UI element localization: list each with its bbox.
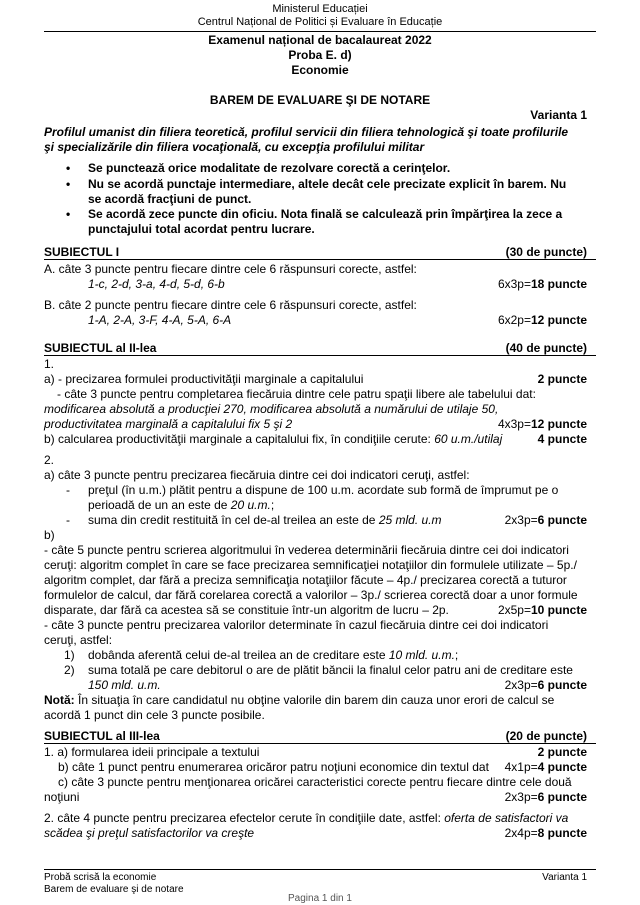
score-formula: 2x3p= bbox=[504, 790, 538, 804]
s3-f2-score bbox=[505, 826, 587, 840]
s2-b1-points: 4 puncte bbox=[537, 432, 587, 446]
s2-a1-points: 2 puncte bbox=[537, 372, 587, 386]
score-points: 4 puncte bbox=[537, 760, 587, 774]
ministry-name: Ministerul Educației bbox=[272, 3, 368, 15]
s3-f2: scădea şi preţul satisfactorilor va creşte bbox=[44, 826, 255, 840]
header-divider bbox=[44, 31, 596, 32]
dash-icon: - bbox=[66, 513, 70, 527]
section-rule bbox=[44, 259, 596, 260]
score-formula: 2x3p= bbox=[504, 678, 538, 692]
variant-label: Varianta 1 bbox=[530, 108, 587, 122]
score-points: 12 puncte bbox=[530, 313, 587, 327]
footer-variant: Varianta 1 bbox=[542, 872, 587, 883]
s2-d6: - câte 3 puncte pentru precizarea valorilor determinate în cazul fiecăruia dintre cei doi indicatori bbox=[44, 618, 549, 632]
footer-line-1: Probă scrisă la economie bbox=[44, 872, 157, 883]
rule-3a: Se acordă zece puncte din oficiu. Nota finală se calculează prin împărţirea la zece a bbox=[88, 207, 563, 221]
s2-c4-score bbox=[505, 513, 587, 527]
bullet-icon: • bbox=[66, 177, 71, 191]
s2-d10: 150 mld. u.m. bbox=[88, 678, 161, 692]
s2-b1-value: 60 u.m./utilaj bbox=[434, 432, 503, 446]
s2-d10-score bbox=[505, 678, 587, 692]
s2-c3-value: 20 u.m. bbox=[230, 498, 271, 512]
footer-page-number: Pagina 1 din 1 bbox=[288, 893, 352, 904]
rule-2b: se acordă fracţiuni de punct. bbox=[88, 192, 252, 206]
score-formula: 6x3p= bbox=[497, 277, 531, 291]
s1-b-score bbox=[498, 313, 587, 327]
score-formula: 6x2p= bbox=[497, 313, 531, 327]
s2-d9: suma totală pe care debitorul o are de plătit băncii la finalul celor patru ani de creditare este bbox=[88, 663, 573, 677]
s1-a-score bbox=[498, 277, 587, 291]
s2-b1-text: b) calcularea productivităţii marginale a capitalului fix, în condiţiile cerute: bbox=[44, 432, 435, 446]
s2-item-1-number: 1. bbox=[44, 357, 55, 371]
score-points: 12 puncte bbox=[530, 417, 587, 431]
s3-e4-score bbox=[505, 790, 587, 804]
s2-c3-text: perioadă de un an este de bbox=[88, 498, 231, 512]
note-text: În situaţia în care candidatul nu obţine valorile din barem din cauza unor erori de calcul se bbox=[74, 693, 555, 707]
s3-e1-points: 2 puncte bbox=[537, 745, 587, 759]
score-formula: 2x4p= bbox=[504, 826, 538, 840]
rule-3b: punctajului total acordat pentru lucrare. bbox=[88, 222, 315, 236]
s3-f1-text: 2. câte 4 puncte pentru precizarea efectelor cerute în condiţiile date, astfel: bbox=[44, 811, 445, 825]
footer-divider bbox=[44, 869, 596, 870]
section-2-points: (40 de puncte) bbox=[505, 341, 587, 355]
footer-line-2: Barem de evaluare şi de notare bbox=[44, 884, 184, 895]
s3-f1-value: oferta de satisfactori va bbox=[444, 811, 569, 825]
s3-e2-score bbox=[505, 760, 587, 774]
section-2-title: SUBIECTUL al II-lea bbox=[44, 341, 157, 355]
score-points: 6 puncte bbox=[537, 678, 587, 692]
exam-title: Examenul național de bacalaureat 2022 bbox=[208, 33, 432, 47]
s2-a1: a) - precizarea formulei productivităţii marginale a capitalului bbox=[44, 372, 364, 386]
score-formula: 4x1p= bbox=[504, 760, 538, 774]
s2-d8-text: dobânda aferentă celui de-al treilea an de creditare este bbox=[88, 648, 389, 662]
bullet-icon: • bbox=[66, 207, 71, 221]
document-title: BAREM DE EVALUARE ŞI DE NOTARE bbox=[209, 93, 431, 107]
score-formula: 2x5p= bbox=[497, 603, 531, 617]
s2-d4: formulelor de calcul, dar fără corelarea corectă a valorilor – 3p./ scrierea corectă doar a unor formule bbox=[44, 588, 578, 602]
s2-c4 bbox=[88, 513, 442, 527]
s3-f1 bbox=[44, 811, 568, 825]
s2-a3: modificarea absolută a producţiei 270, modificarea absolută a numărului de utilaje 50, bbox=[44, 402, 499, 416]
section-rule bbox=[44, 355, 596, 356]
s2-d8-number: 1) bbox=[64, 648, 75, 662]
rule-1: Se punctează orice modalitate de rezolvare corectă a cerinţelor. bbox=[88, 161, 451, 175]
s2-a2: - câte 3 puncte pentru completarea fiecăruia dintre cele patru spaţii libere ale tabelului dat: bbox=[57, 387, 536, 401]
s2-d5-score bbox=[498, 603, 587, 617]
profile-line-1: Profilul umanist din filiera teoretică, profilul servicii din filiera tehnologică şi toate profilurile bbox=[44, 125, 569, 139]
s2-c4-text: suma din credit restituită în cel de-al treilea an este de bbox=[88, 513, 379, 527]
s2-note-1 bbox=[44, 693, 554, 707]
s1-b-line: B. câte 2 puncte pentru fiecare dintre cele 6 răspunsuri corecte, astfel: bbox=[44, 298, 417, 312]
s3-e3: c) câte 3 puncte pentru menţionarea oricărei caracteristici corecte pentru fiecare dintre cele două bbox=[58, 775, 572, 789]
score-points: 6 puncte bbox=[537, 790, 587, 804]
s2-c2: preţul (în u.m.) plătit pentru a dispune de 100 u.m. acordate sub formă de împrumut pe o bbox=[88, 483, 559, 497]
s1-a-answers: 1-c, 2-d, 3-a, 4-d, 5-d, 6-b bbox=[88, 277, 225, 291]
s2-c3 bbox=[88, 498, 274, 512]
s1-a-line: A. câte 3 puncte pentru fiecare dintre cele 6 răspunsuri corecte, astfel: bbox=[44, 262, 417, 276]
score-formula: 4x3p= bbox=[497, 417, 531, 431]
s2-d1: - câte 5 puncte pentru scrierea algoritmului în vederea determinării fiecăruia dintre cei doi indicatori bbox=[44, 543, 569, 557]
profile-line-2: şi specializările din filiera vocaţională, cu excepţia profilului militar bbox=[44, 140, 425, 154]
s2-note-2: acordă 1 punct din cele 3 puncte posibile. bbox=[44, 708, 265, 722]
s2-d7: ceruţi, astfel: bbox=[44, 633, 113, 647]
s2-b1 bbox=[44, 432, 502, 446]
section-3-points: (20 de puncte) bbox=[505, 729, 587, 743]
section-rule bbox=[44, 743, 596, 744]
score-formula: 2x3p= bbox=[504, 513, 538, 527]
section-1-points: (30 de puncte) bbox=[505, 245, 587, 259]
s2-item-2-number: 2. bbox=[44, 453, 55, 467]
s2-c1: a) câte 3 puncte pentru precizarea fiecăruia dintre cei doi indicatori ceruţi, astfel: bbox=[44, 468, 470, 482]
s2-a4: productivitatea marginală a capitalului fix 5 şi 2 bbox=[44, 417, 293, 431]
s2-d3: algoritm complet, dar fără a preciza semnificaţia notaţiilor făcute – 4p./ precizarea corectă a tuturor bbox=[44, 573, 567, 587]
rule-2a: Nu se acordă punctaje intermediare, altele decât cele precizate explicit în barem. Nu bbox=[88, 177, 567, 191]
s2-d8-end: ; bbox=[454, 648, 459, 662]
s3-e2: b) câte 1 punct pentru enumerarea oricăror patru noţiuni economice din textul dat bbox=[58, 760, 489, 774]
score-points: 10 puncte bbox=[530, 603, 587, 617]
score-points: 18 puncte bbox=[530, 277, 587, 291]
s2-c4-value: 25 mld. u.m bbox=[378, 513, 442, 527]
note-label: Notă: bbox=[44, 693, 75, 707]
section-3-title: SUBIECTUL al III-lea bbox=[44, 729, 160, 743]
s3-e1: 1. a) formularea ideii principale a textului bbox=[44, 745, 260, 759]
s2-d8-value: 10 mld. u.m. bbox=[388, 648, 455, 662]
score-points: 6 puncte bbox=[537, 513, 587, 527]
subject-name: Economie bbox=[291, 63, 349, 77]
s2-d9-number: 2) bbox=[64, 663, 75, 677]
section-1-title: SUBIECTUL I bbox=[44, 245, 120, 259]
s2-d2: ceruţi: algoritm complet în care se face precizarea semnificaţiei notaţiilor din formulele utilizate – 5p./ bbox=[44, 558, 577, 572]
dash-icon: - bbox=[66, 483, 70, 497]
s2-d8 bbox=[88, 648, 458, 662]
s2-d5: disparate, dar fără ca acestea să se constituie într-un algoritm de lucru – 2p. bbox=[44, 603, 449, 617]
s1-b-answers: 1-A, 2-A, 3-F, 4-A, 5-A, 6-A bbox=[88, 313, 232, 327]
s3-e4: noţiuni bbox=[44, 790, 80, 804]
center-name: Centrul Național de Politici și Evaluare în Educație bbox=[197, 16, 443, 28]
s2-a4-score bbox=[498, 417, 587, 431]
score-points: 8 puncte bbox=[537, 826, 587, 840]
s2-d0: b) bbox=[44, 528, 55, 542]
bullet-icon: • bbox=[66, 161, 71, 175]
test-name: Proba E. d) bbox=[288, 48, 352, 62]
s2-c3-end: ; bbox=[270, 498, 275, 512]
